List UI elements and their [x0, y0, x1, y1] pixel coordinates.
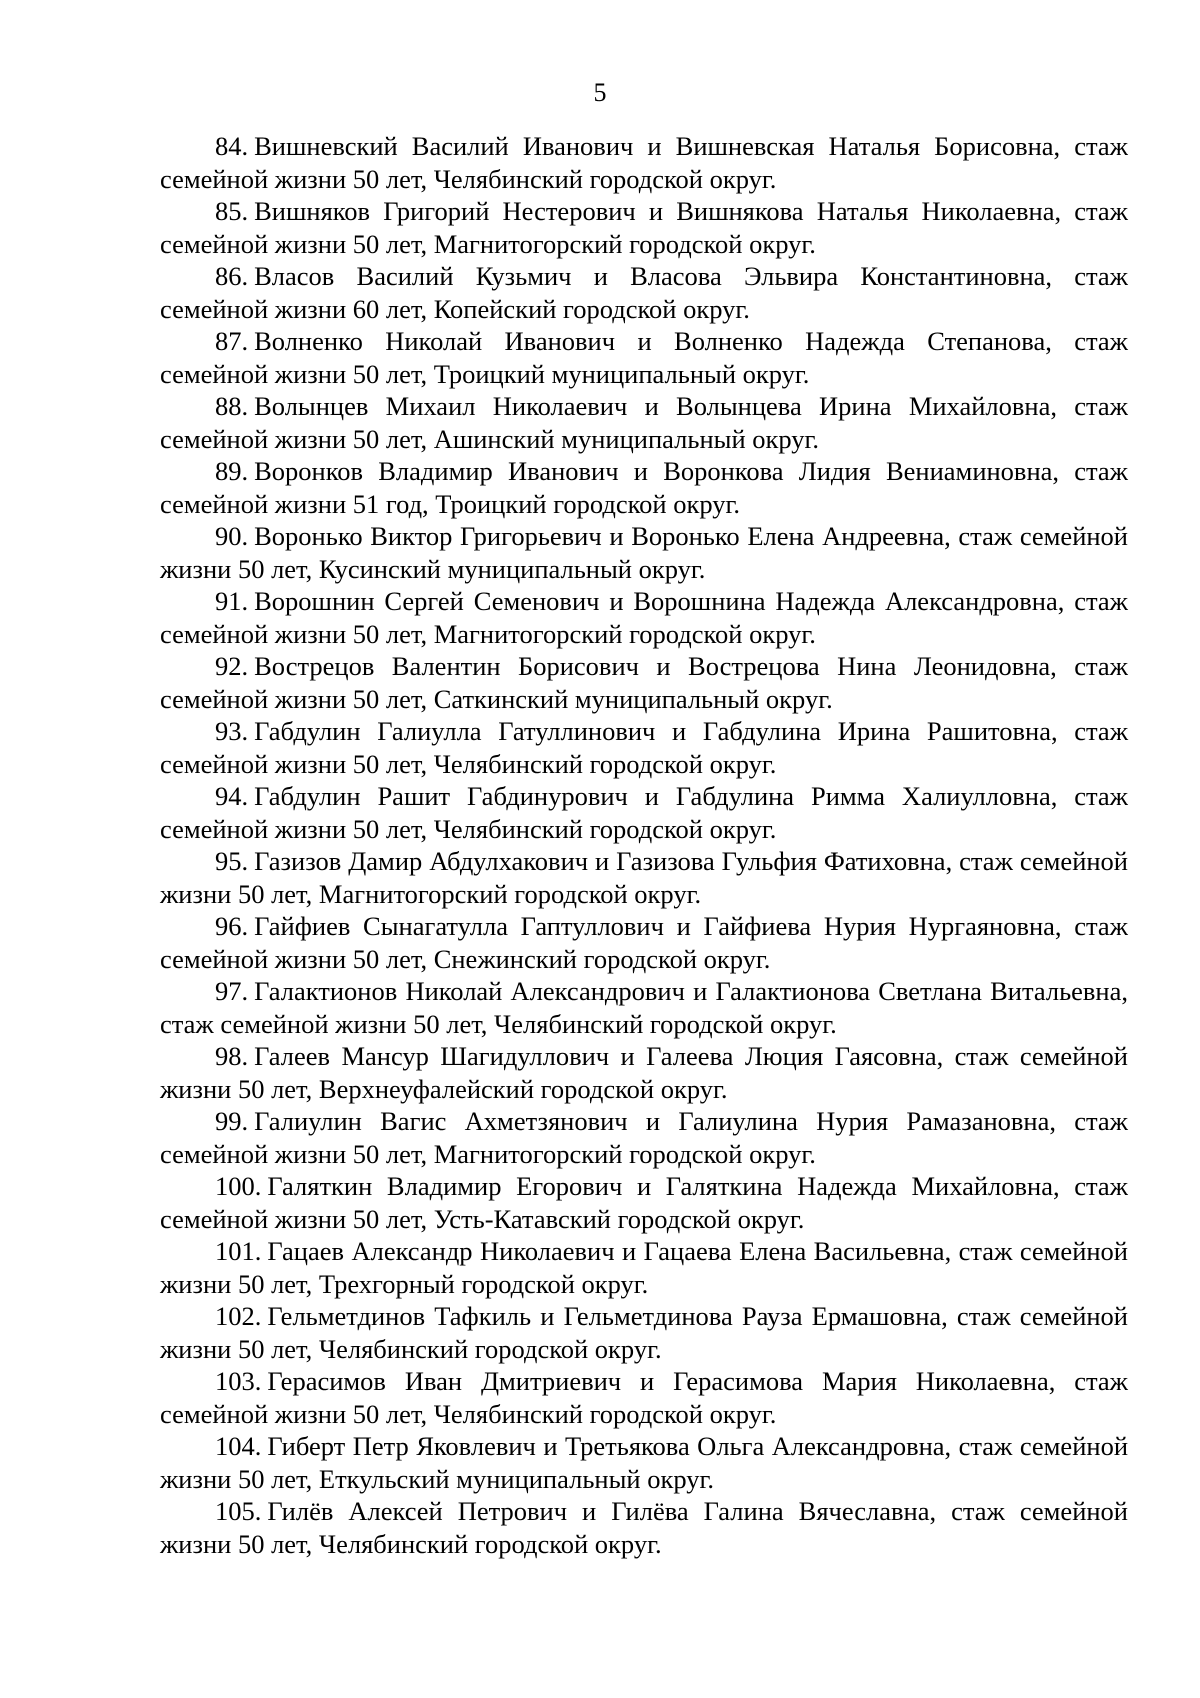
- entry-text: Гилёв Алексей Петрович и Гилёва Галина Вячеславна, стаж семейной жизни 50 лет, Челябинский городской округ.: [160, 1496, 1128, 1559]
- list-item: [160, 780, 1128, 845]
- entry-number: 96.: [215, 911, 249, 941]
- list-item: [160, 910, 1128, 975]
- list-item: [160, 1235, 1128, 1300]
- entry-number: 95.: [215, 846, 249, 876]
- entry-text: Герасимов Иван Дмитриевич и Герасимова Мария Николаевна, стаж семейной жизни 50 лет, Челябинский городской округ.: [160, 1366, 1128, 1429]
- entry-text: Воронков Владимир Иванович и Воронкова Лидия Вениаминовна, стаж семейной жизни 51 год, Троицкий городской округ.: [160, 456, 1128, 519]
- list-item: [160, 1170, 1128, 1235]
- entry-text: Волынцев Михаил Николаевич и Волынцева Ирина Михайловна, стаж семейной жизни 50 лет, Ашинский муниципальный округ.: [160, 391, 1128, 454]
- entry-number: 84.: [215, 131, 249, 161]
- entry-number: 103.: [215, 1366, 262, 1396]
- entry-text: Газизов Дамир Абдулхакович и Газизова Гульфия Фатиховна, стаж семейной жизни 50 лет, Магнитогорский городской округ.: [160, 846, 1128, 909]
- entry-text: Вишневский Василий Иванович и Вишневская Наталья Борисовна, стаж семейной жизни 50 лет, Челябинский городской округ.: [160, 131, 1128, 194]
- entry-number: 89.: [215, 456, 249, 486]
- list-item: [160, 650, 1128, 715]
- entry-number: 85.: [215, 196, 249, 226]
- list-item: [160, 975, 1128, 1040]
- list-item: [160, 845, 1128, 910]
- list-item: [160, 715, 1128, 780]
- entry-text: Галактионов Николай Александрович и Галактионова Светлана Витальевна, стаж семейной жизни 50 лет, Челябинский городской округ.: [160, 976, 1128, 1039]
- entry-text: Габдулин Рашит Габдинурович и Габдулина Римма Халиулловна, стаж семейной жизни 50 лет, Челябинский городской округ.: [160, 781, 1128, 844]
- list-item: [160, 455, 1128, 520]
- entry-text: Гельметдинов Тафкиль и Гельметдинова Рауза Ермашовна, стаж семейной жизни 50 лет, Челябинский городской округ.: [160, 1301, 1128, 1364]
- entry-number: 99.: [215, 1106, 249, 1136]
- entry-text: Галяткин Владимир Егорович и Галяткина Надежда Михайловна, стаж семейной жизни 50 лет, Усть-Катавский городской округ.: [160, 1171, 1128, 1234]
- entry-text: Гайфиев Сынагатулла Гаптуллович и Гайфиева Нурия Нургаяновна, стаж семейной жизни 50 лет, Снежинский городской округ.: [160, 911, 1128, 974]
- entry-number: 92.: [215, 651, 249, 681]
- entry-text: Волненко Николай Иванович и Волненко Надежда Степанова, стаж семейной жизни 50 лет, Троицкий муниципальный округ.: [160, 326, 1128, 389]
- entry-text: Воронько Виктор Григорьевич и Воронько Елена Андреевна, стаж семейной жизни 50 лет, Кусинский муниципальный округ.: [160, 521, 1128, 584]
- entry-text: Гацаев Александр Николаевич и Гацаева Елена Васильевна, стаж семейной жизни 50 лет, Трехгорный городской округ.: [160, 1236, 1128, 1299]
- entry-number: 100.: [215, 1171, 262, 1201]
- list-item: [160, 1495, 1128, 1560]
- list-item: [160, 390, 1128, 455]
- list-item: [160, 130, 1128, 195]
- entry-number: 94.: [215, 781, 249, 811]
- entry-text: Галиулин Вагис Ахметзянович и Галиулина Нурия Рамазановна, стаж семейной жизни 50 лет, Магнитогорский городской округ.: [160, 1106, 1128, 1169]
- entry-number: 91.: [215, 586, 249, 616]
- entry-text: Гиберт Петр Яковлевич и Третьякова Ольга Александровна, стаж семейной жизни 50 лет, Еткульский муниципальный округ.: [160, 1431, 1128, 1494]
- entry-number: 86.: [215, 261, 249, 291]
- list-item: [160, 520, 1128, 585]
- list-item: [160, 1365, 1128, 1430]
- entry-number: 97.: [215, 976, 249, 1006]
- entry-number: 90.: [215, 521, 249, 551]
- entry-text: Габдулин Галиулла Гатуллинович и Габдулина Ирина Рашитовна, стаж семейной жизни 50 лет, Челябинский городской округ.: [160, 716, 1128, 779]
- list-item: [160, 1300, 1128, 1365]
- page-number: 5: [593, 78, 607, 107]
- list-item: [160, 585, 1128, 650]
- entry-number: 93.: [215, 716, 249, 746]
- list-item: [160, 1430, 1128, 1495]
- entry-text: Вишняков Григорий Нестерович и Вишнякова Наталья Николаевна, стаж семейной жизни 50 лет, Магнитогорский городской округ.: [160, 196, 1128, 259]
- entry-number: 102.: [215, 1301, 262, 1331]
- entry-number: 98.: [215, 1041, 249, 1071]
- list-item: [160, 1105, 1128, 1170]
- entry-number: 88.: [215, 391, 249, 421]
- list-item: [160, 195, 1128, 260]
- entry-text: Власов Василий Кузьмич и Власова Эльвира Константиновна, стаж семейной жизни 60 лет, Копейский городской округ.: [160, 261, 1128, 324]
- entry-text: Ворошнин Сергей Семенович и Ворошнина Надежда Александровна, стаж семейной жизни 50 лет, Магнитогорский городской округ.: [160, 586, 1128, 649]
- entry-number: 105.: [215, 1496, 262, 1526]
- list-item: [160, 325, 1128, 390]
- entry-number: 104.: [215, 1431, 262, 1461]
- entry-list: [160, 130, 1128, 1560]
- list-item: [160, 260, 1128, 325]
- entry-number: 101.: [215, 1236, 262, 1266]
- entry-text: Галеев Мансур Шагидуллович и Галеева Люция Гаясовна, стаж семейной жизни 50 лет, Верхнеуфалейский городской округ.: [160, 1041, 1128, 1104]
- list-item: [160, 1040, 1128, 1105]
- entry-text: Вострецов Валентин Борисович и Вострецова Нина Леонидовна, стаж семейной жизни 50 лет, Саткинский муниципальный округ.: [160, 651, 1128, 714]
- entry-number: 87.: [215, 326, 249, 356]
